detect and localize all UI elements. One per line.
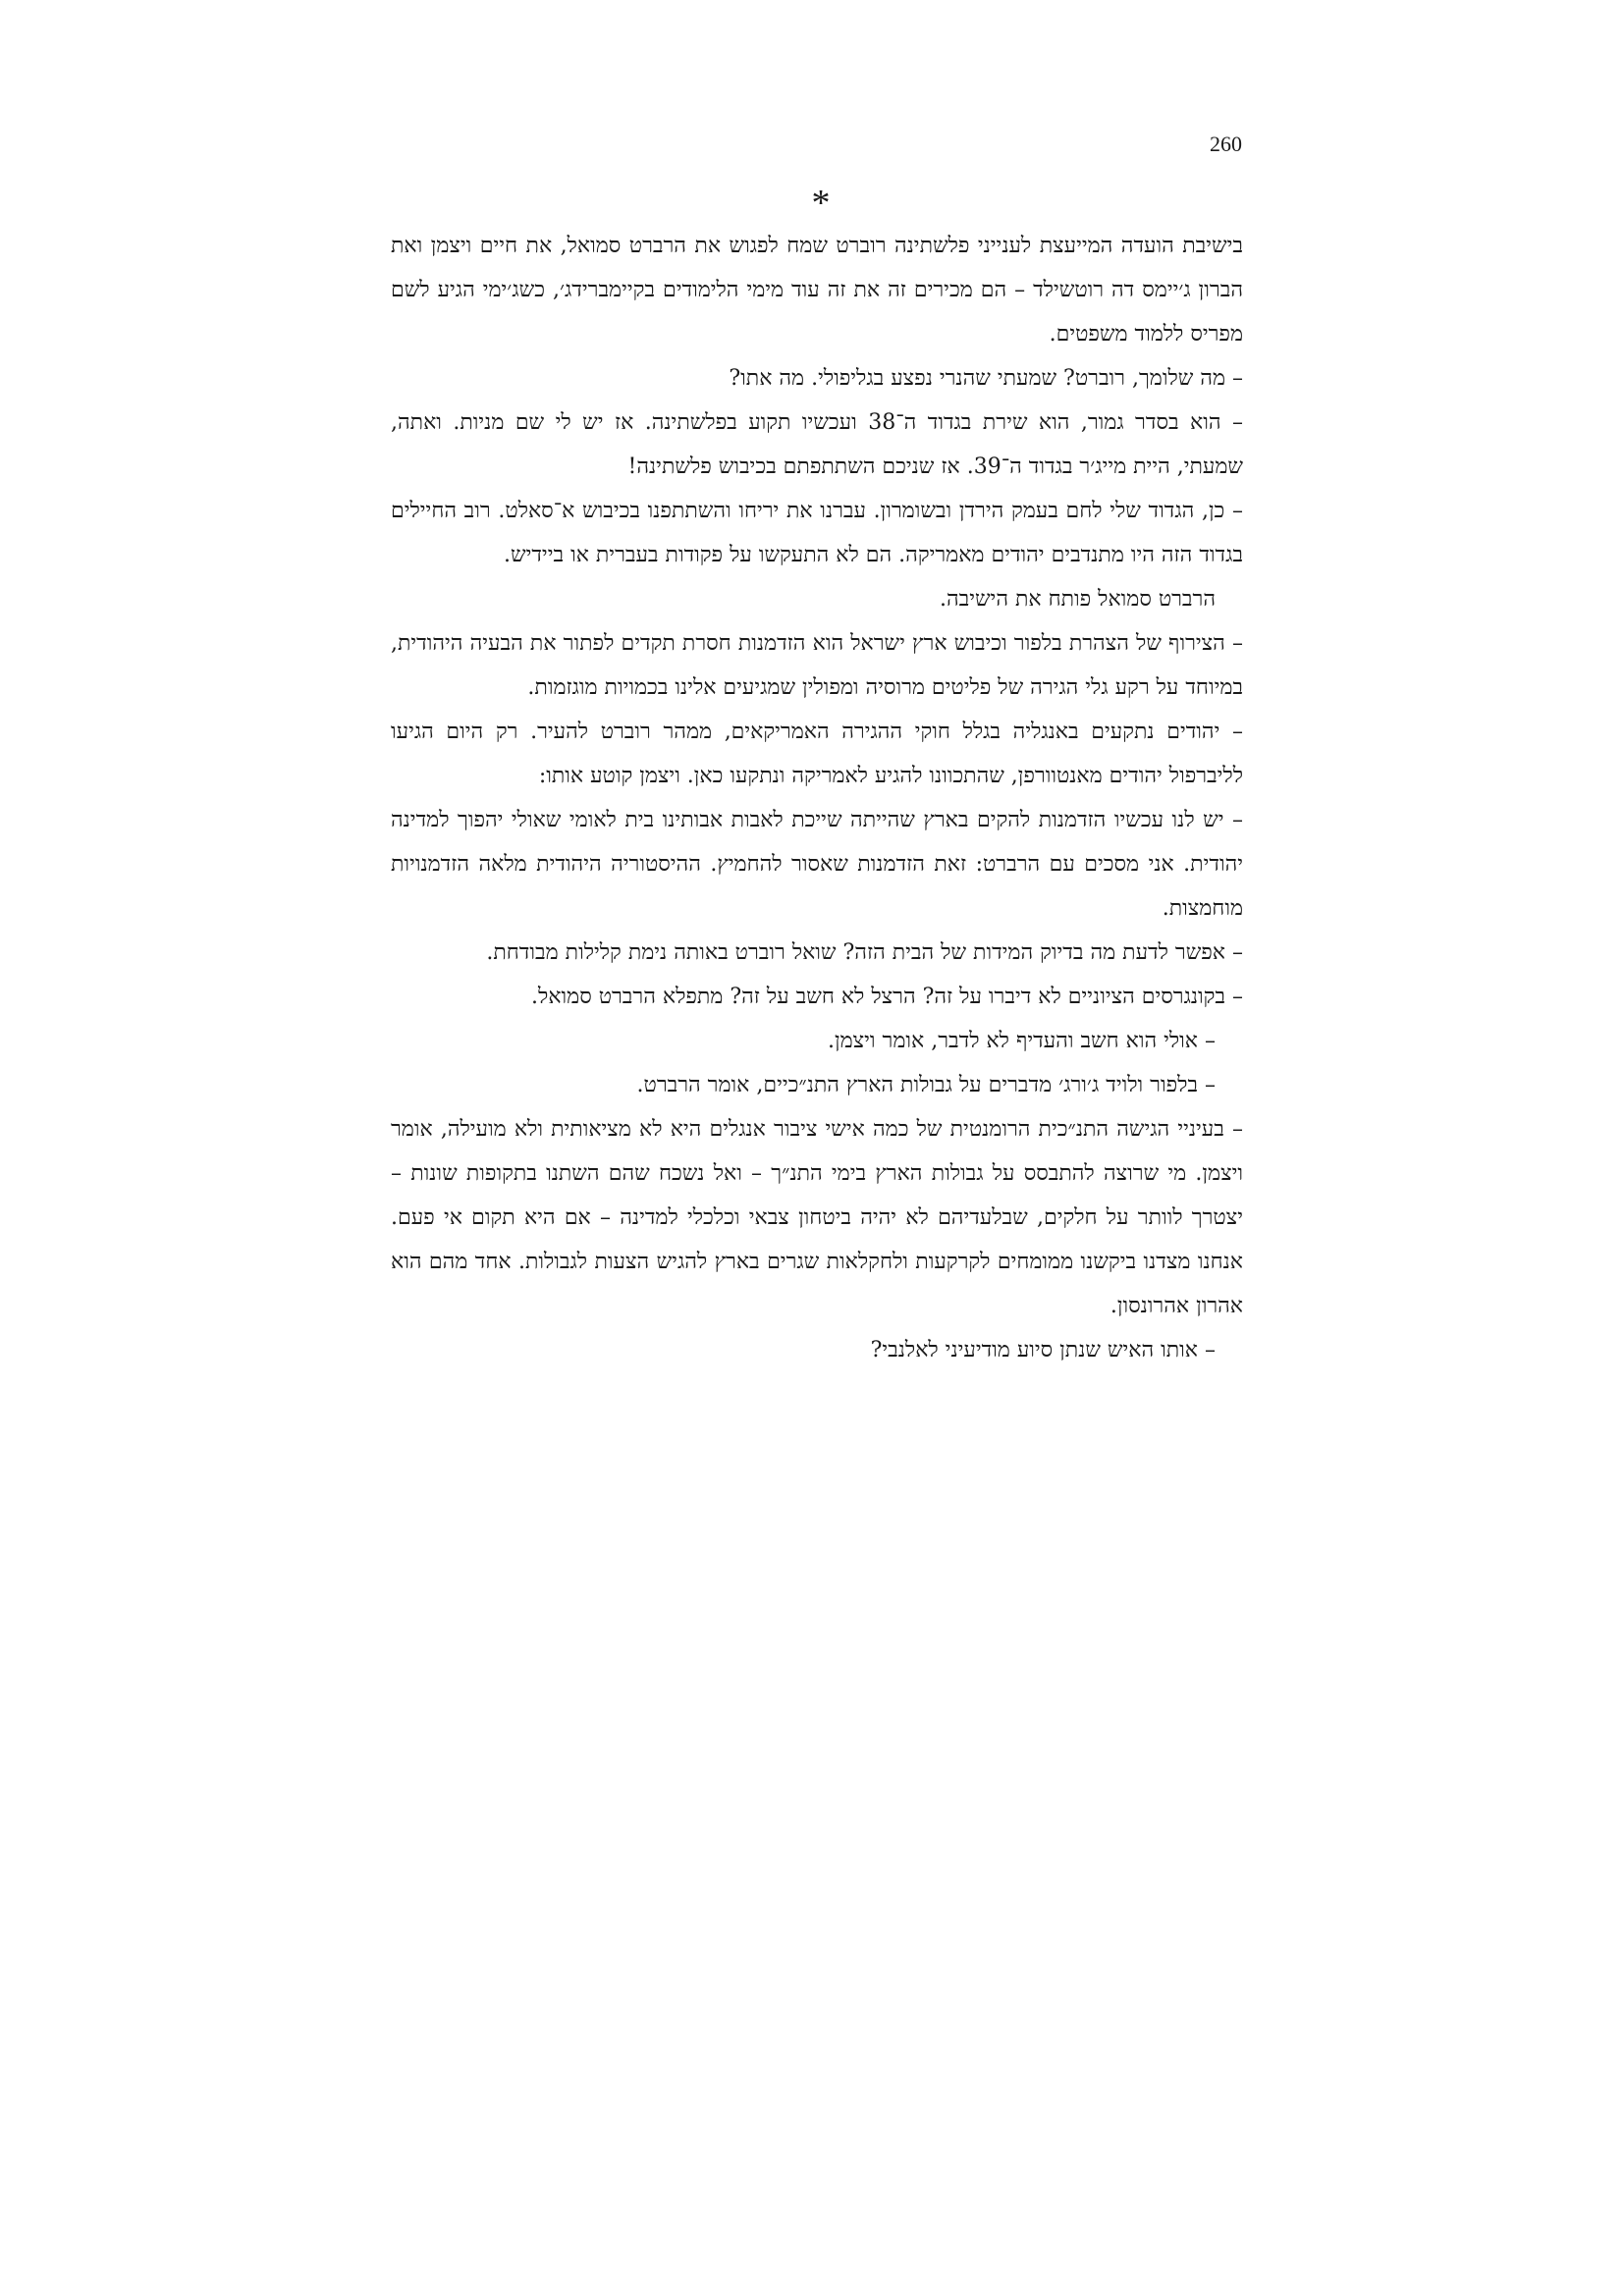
paragraph: – אולי הוא חשב והעדיף לא לדבר, אומר ויצמן. xyxy=(827,1029,1216,1053)
paragraph: – כן, הגדוד שלי לחם בעמק הירדן ובשומרון. עברנו את יריחו והשתתפנו בכיבוש א־סאלט. רוב החיילים בגדוד הזה היו מתנדבים יהודים מאמריקה. הם לא התעקשו על פקודות בעברית או ביידיש. xyxy=(391,499,1243,567)
page-number: 260 xyxy=(1210,132,1242,156)
paragraph: – הוא בסדר גמור, הוא שירת בגדוד ה־38 ועכשיו תקוע בפלשתינה. אז יש לי שם מניות. ואתה, שמעתי, היית מייג׳ר בגדוד ה־39. אז שניכם השתתפתם בכיבוש פלשתינה! xyxy=(391,410,1243,479)
paragraph: – בעיניי הגישה התנ״כית הרומנטית של כמה אישי ציבור אנגלים היא לא מציאותית ולא מועילה, אומר ויצמן. מי שרוצה להתבסס על גבולות הארץ בימי התנ״ך – ואל נשכח שהם השתנו בתקופות שונות – יצטרך לוותר על חלקים, שבלעדיהם לא יהיה ביטחון צבאי וכלכלי למדינה – אם היא תקום אי פעם. אנחנו מצדנו ביקשנו ממומחים לקרקעות ולחקלאות שגרים בארץ להגיש הצעות לגבולות. אחד מהם הוא אהרון אהרונסון. xyxy=(391,1117,1243,1318)
body-text xyxy=(391,224,1243,1372)
paragraph: הרברט סמואל פותח את הישיבה. xyxy=(939,587,1216,612)
paragraph: – יש לנו עכשיו הזדמנות להקים בארץ שהייתה שייכת לאבות אבותינו בית לאומי שאולי יהפוך למדינה יהודית. אני מסכים עם הרברט: זאת הזדמנות שאסור להחמיץ. ההיסטוריה היהודית מלאה הזדמנויות מוחמצות. xyxy=(391,808,1243,921)
paragraph: בישיבת הועדה המייעצת לענייני פלשתינה רוברט שמח לפגוש את הרברט סמואל, את חיים ויצמן ואת הברון ג׳יימס דה רוטשילד – הם מכירים זה את זה עוד מימי הלימודים בקיימברידג׳, כשג׳ימי הגיע לשם מפריס ללמוד משפטים. xyxy=(391,234,1243,347)
paragraph: – אותו האיש שנתן סיוע מודיעיני לאלנבי? xyxy=(870,1338,1216,1362)
paragraph: – יהודים נתקעים באנגליה בגלל חוקי ההגירה האמריקאים, ממהר רוברט להעיר. רק היום הגיעו לליברפול יהודים מאנטוורפן, שהתכוונו להגיע לאמריקה ונתקעו כאן. ויצמן קוטע אותו: xyxy=(391,720,1244,788)
section-separator: * xyxy=(811,183,831,224)
paragraph: – בלפור ולויד ג׳ורג׳ מדברים על גבולות הארץ התנ״כיים, אומר הרברט. xyxy=(636,1073,1216,1097)
paragraph: – אפשר לדעת מה בדיוק המידות של הבית הזה? שואל רוברט באותה נימת קלילות מבודחת. xyxy=(486,940,1243,965)
paragraph: – מה שלומך, רוברט? שמעתי שהנרי נפצע בגליפולי. מה אתו? xyxy=(729,366,1243,391)
paragraph: – הצירוף של הצהרת בלפור וכיבוש ארץ ישראל הוא הזדמנות חסרת תקדים לפתור את הבעיה היהודית, במיוחד על רקע גלי הגירה של פליטים מרוסיה ומפולין שמגיעים אלינו בכמויות מוגזמות. xyxy=(391,631,1243,700)
paragraph: – בקונגרסים הציוניים לא דיברו על זה? הרצל לא חשב על זה? מתפלא הרברט סמואל. xyxy=(531,985,1243,1009)
